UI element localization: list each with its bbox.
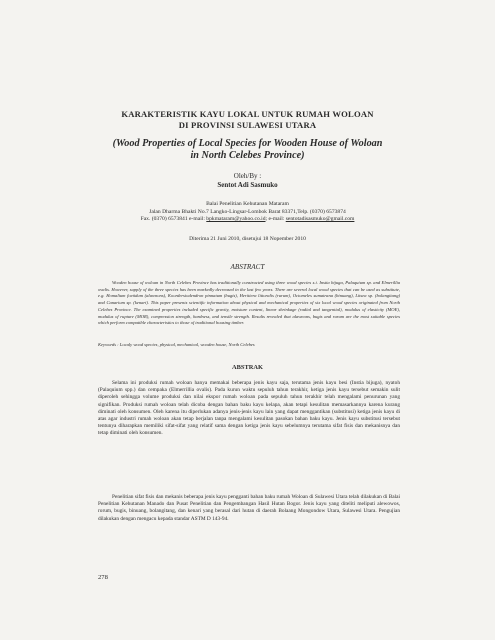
paper-subtitle: [60, 138, 435, 162]
abstrak-heading: ABSTRAK: [232, 364, 263, 371]
body-paragraph-1: Selama ini produksi rumah woloan hanya memakai beberapa jenis kayu saja, terutama jenis kayu besi (Instia bijuga), nyatoh (Palaquium spp.) dan cempaka (Elmerrillia ovalis). Pada kurun waktu sepuluh tahun terakhir, ketiga jenis kayu tersebut semakin sulit diperoleh sehingga volume produksi dan nilai ekspor rumah woloan pada sepuluh tahun terakhir telah mengalami penurunan yang signifikan. Produksi rumah woloan telah dicoba dengan bahan baku kayu kelapa, akan tetapi kesulitan memasarkannya karena kurang diminati oleh konsumen. Oleh karena itu diperlukan adanya jenis-jenis kayu lain yang dapat menggantikan (substitusi) ketiga jenis kayu di atas agar industri rumah woloan akan tetap berjalan tanpa mengalami kesulitan pasokan bahan baku kayu. Jenis kayu substitusi tersebut tentunya diharapkan memiliki sifat-sifat yang relatif sama dengan ketiga jenis kayu sebelumnya terutama sifat fisis dan mekanisnya dan tetap diminati oleh konsumen.: [98, 380, 400, 437]
page-number: 278: [98, 574, 108, 581]
received-dates: Diterima 21 Juni 2010, disetujui 18 Nopember 2010: [189, 236, 306, 242]
subtitle-line-1: (Wood Properties of Local Species for Wooden House of Woloan: [112, 138, 383, 149]
affiliation-line-1: Balai Penelitian Kehutanan Mataram: [206, 201, 289, 207]
affiliation-line-3: [60, 216, 435, 224]
author-name: Sentot Adi Sasmuko: [217, 181, 278, 189]
email-link-2[interactable]: sentotadisasmuko@gmail.com: [285, 216, 355, 223]
abstract-text: Wooden house of woloan in North Celebes Province has traditionally constructed using three wood species s.i. Instia bijuga, Palaquium sp. and Elmerillia ovalis. However, supply of the three species has been markedly decreased in the last few years. There are several local wood species that can be used as substitute, e.g. Homalium foetidum (alawnons), Koordersiodendron pinnatum (bugis), Heritiera littoralis (rurum), Octomeles sumatrana (binuang), Litsea sp. (bolangitang) and Canarium sp. (kenari). This paper presents scientific information about physical and mechanical properties of six local wood species originated from North Celebes Province. The examined properties included specific gravity, moisture content, linear shrinkage (radial and tangential), modulus of elasticity (MOE), modulus of rupture (MOR), compression strength, hardness, and tensile strength. Results revealed that alawnons, bugis and rurum are the most suitable species which perform compatible characteristics to those of traditional housing timber.: [98, 280, 400, 326]
abstract-heading: ABSTRACT: [230, 263, 265, 271]
email-link-1[interactable]: bpkmataram@yahoo.co.id: [206, 216, 266, 223]
title-line-2: DI PROVINSI SULAWESI UTARA: [178, 119, 317, 130]
affiliation-line-2: Jalan Dharma Bhakti No.7 Langko-Lingsar-Lombok Barat 83371,Telp. (0370) 6573874: [149, 208, 346, 215]
title-line-1: KARAKTERISTIK KAYU LOKAL UNTUK RUMAH WOLOAN: [121, 109, 374, 119]
keywords: Keywords : Localy wood species, physical, mechanical, wooden house, North Celebes: [98, 342, 255, 347]
fax-text: Fax. (0370) 6573841 e-mail:: [140, 216, 207, 223]
by-label: Oleh/By :: [233, 172, 262, 180]
affiliation-block: [60, 201, 435, 224]
subtitle-line-2: in North Celebes Province): [190, 150, 305, 161]
body-paragraph-2: Penelitian sifat fisis dan mekanis beberapa jenis kayu pengganti bahan baku rumah Woloan di Sulawesi Utara telah dilakukan di Balai Penelitian Kehutanan Manado dan Pusat Penelitian dan Pengembangan Hasil Hutan Bogor. Jenis kayu yang diteliti meliputi alewowos, rorum, bugis, binuang, bolangitang, dan kenari yang berasal dari hutan di daerah Bolaang Mongondow Utara, Sulawesi Utara. Pengujian dilakukan dengan mengacu kepada standar ASTM D 143-94.: [98, 494, 400, 522]
email-separator: ; e-mail:: [265, 216, 286, 223]
paper-title: [60, 109, 435, 130]
